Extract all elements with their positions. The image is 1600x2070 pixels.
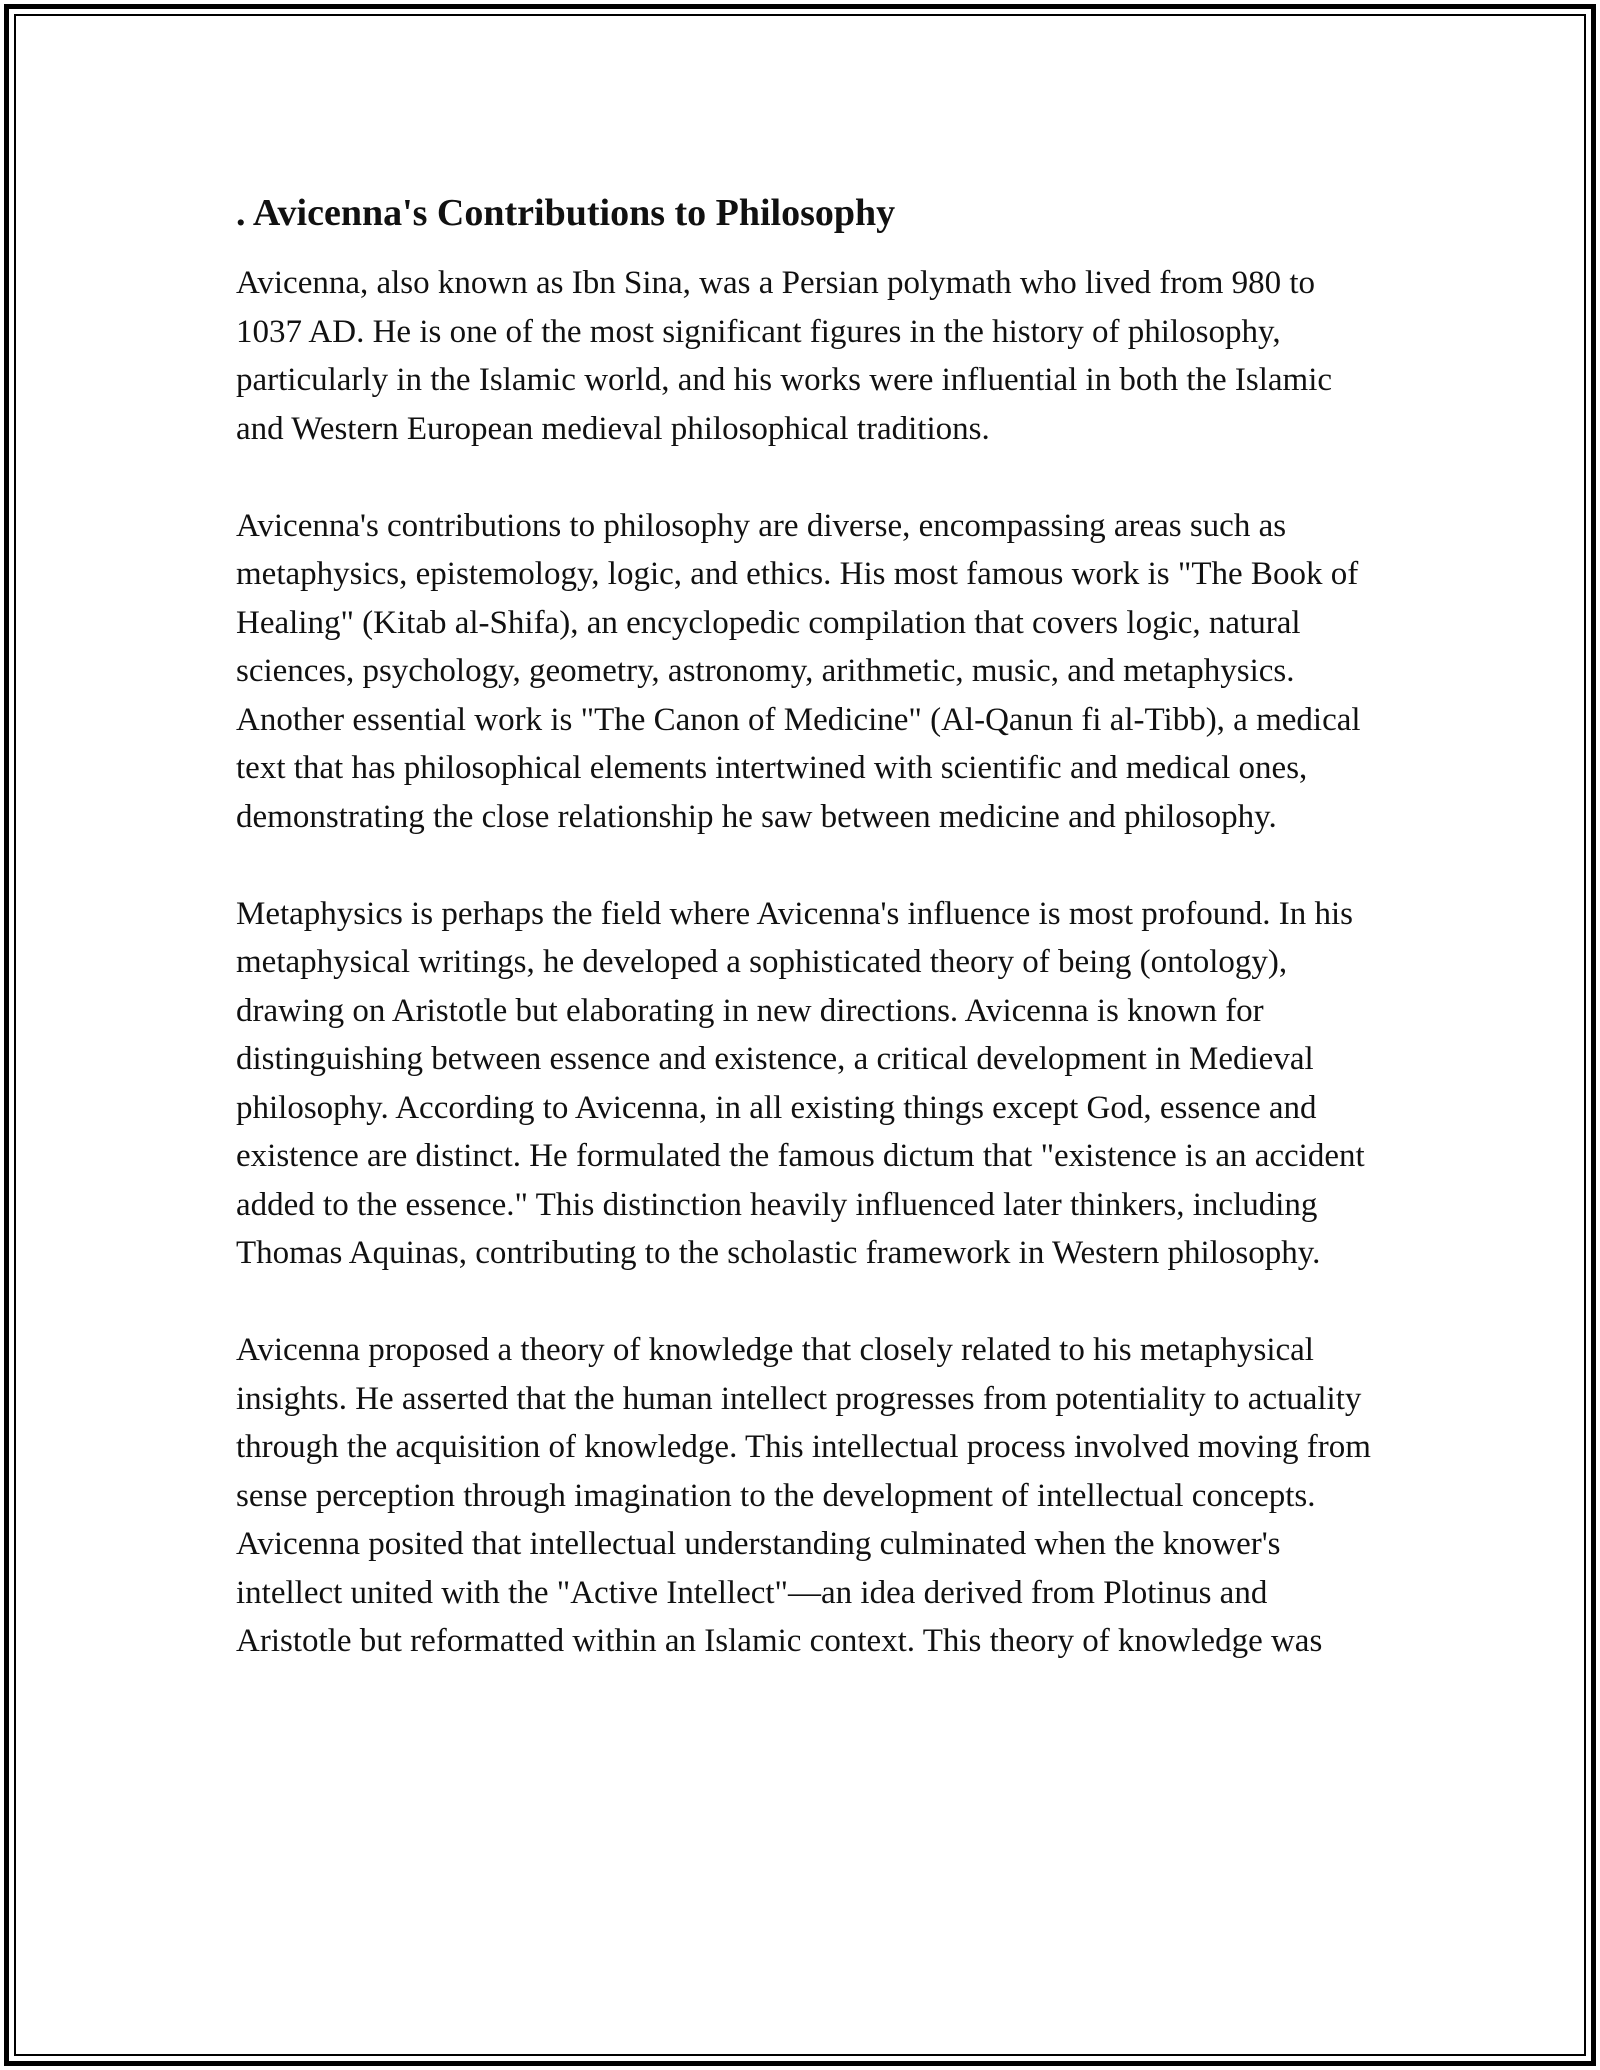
paragraph-knowledge: Avicenna proposed a theory of knowledge that closely related to his metaphysical insights. He asserted that the human intellect progresses from potentiality to actuality through the acquisition of knowledge. This intellectual process involved moving from sense perception through imagination to the development of intellectual concepts. Avicenna posited that intellectual understanding culminated when the knower's intellect united with the "Active Intellect"—an idea derived from Plotinus and Aristotle but reformatted within an Islamic context. This theory of knowledge was — [236, 1332, 1371, 1659]
paragraph-metaphysics: Metaphysics is perhaps the field where Avicenna's influence is most profound. In his metaphysical writings, he developed a sophisticated theory of being (ontology), drawing on Aristotle but elaborating in new directions. Avicenna is known for distinguishing between essence and existence, a critical development in Medieval philosophy. According to Avicenna, in all existing things except God, essence and existence are distinct. He formulated the famous dictum that "existence is an accident added to the essence." This distinction heavily influenced later thinkers, including Thomas Aquinas, contributing to the scholastic framework in Western philosophy. — [236, 895, 1365, 1271]
paragraph-works: Avicenna's contributions to philosophy are diverse, encompassing areas such as metaphysics, epistemology, logic, and ethics. His most famous work is "The Book of Healing" (Kitab al-Shifa), an encyclopedic compilation that covers logic, natural sciences, psychology, geometry, astronomy, arithmetic, music, and metaphysics. Another essential work is "The Canon of Medicine" (Al-Qanun fi al-Tibb), a medical text that has philosophical elements intertwined with scientific and medical ones, demonstrating the close relationship he saw between medicine and philosophy. — [236, 507, 1361, 835]
paragraph-intro: Avicenna, also known as Ibn Sina, was a Persian polymath who lived from 980 to 1037 AD. He is one of the most significant figures in the history of philosophy, particularly in the Islamic world, and his works were influential in both the Islamic and Western European medieval philosophical traditions. — [236, 265, 1333, 447]
section-title: . Avicenna's Contributions to Philosophy — [236, 192, 896, 234]
document-body — [236, 185, 1386, 1714]
